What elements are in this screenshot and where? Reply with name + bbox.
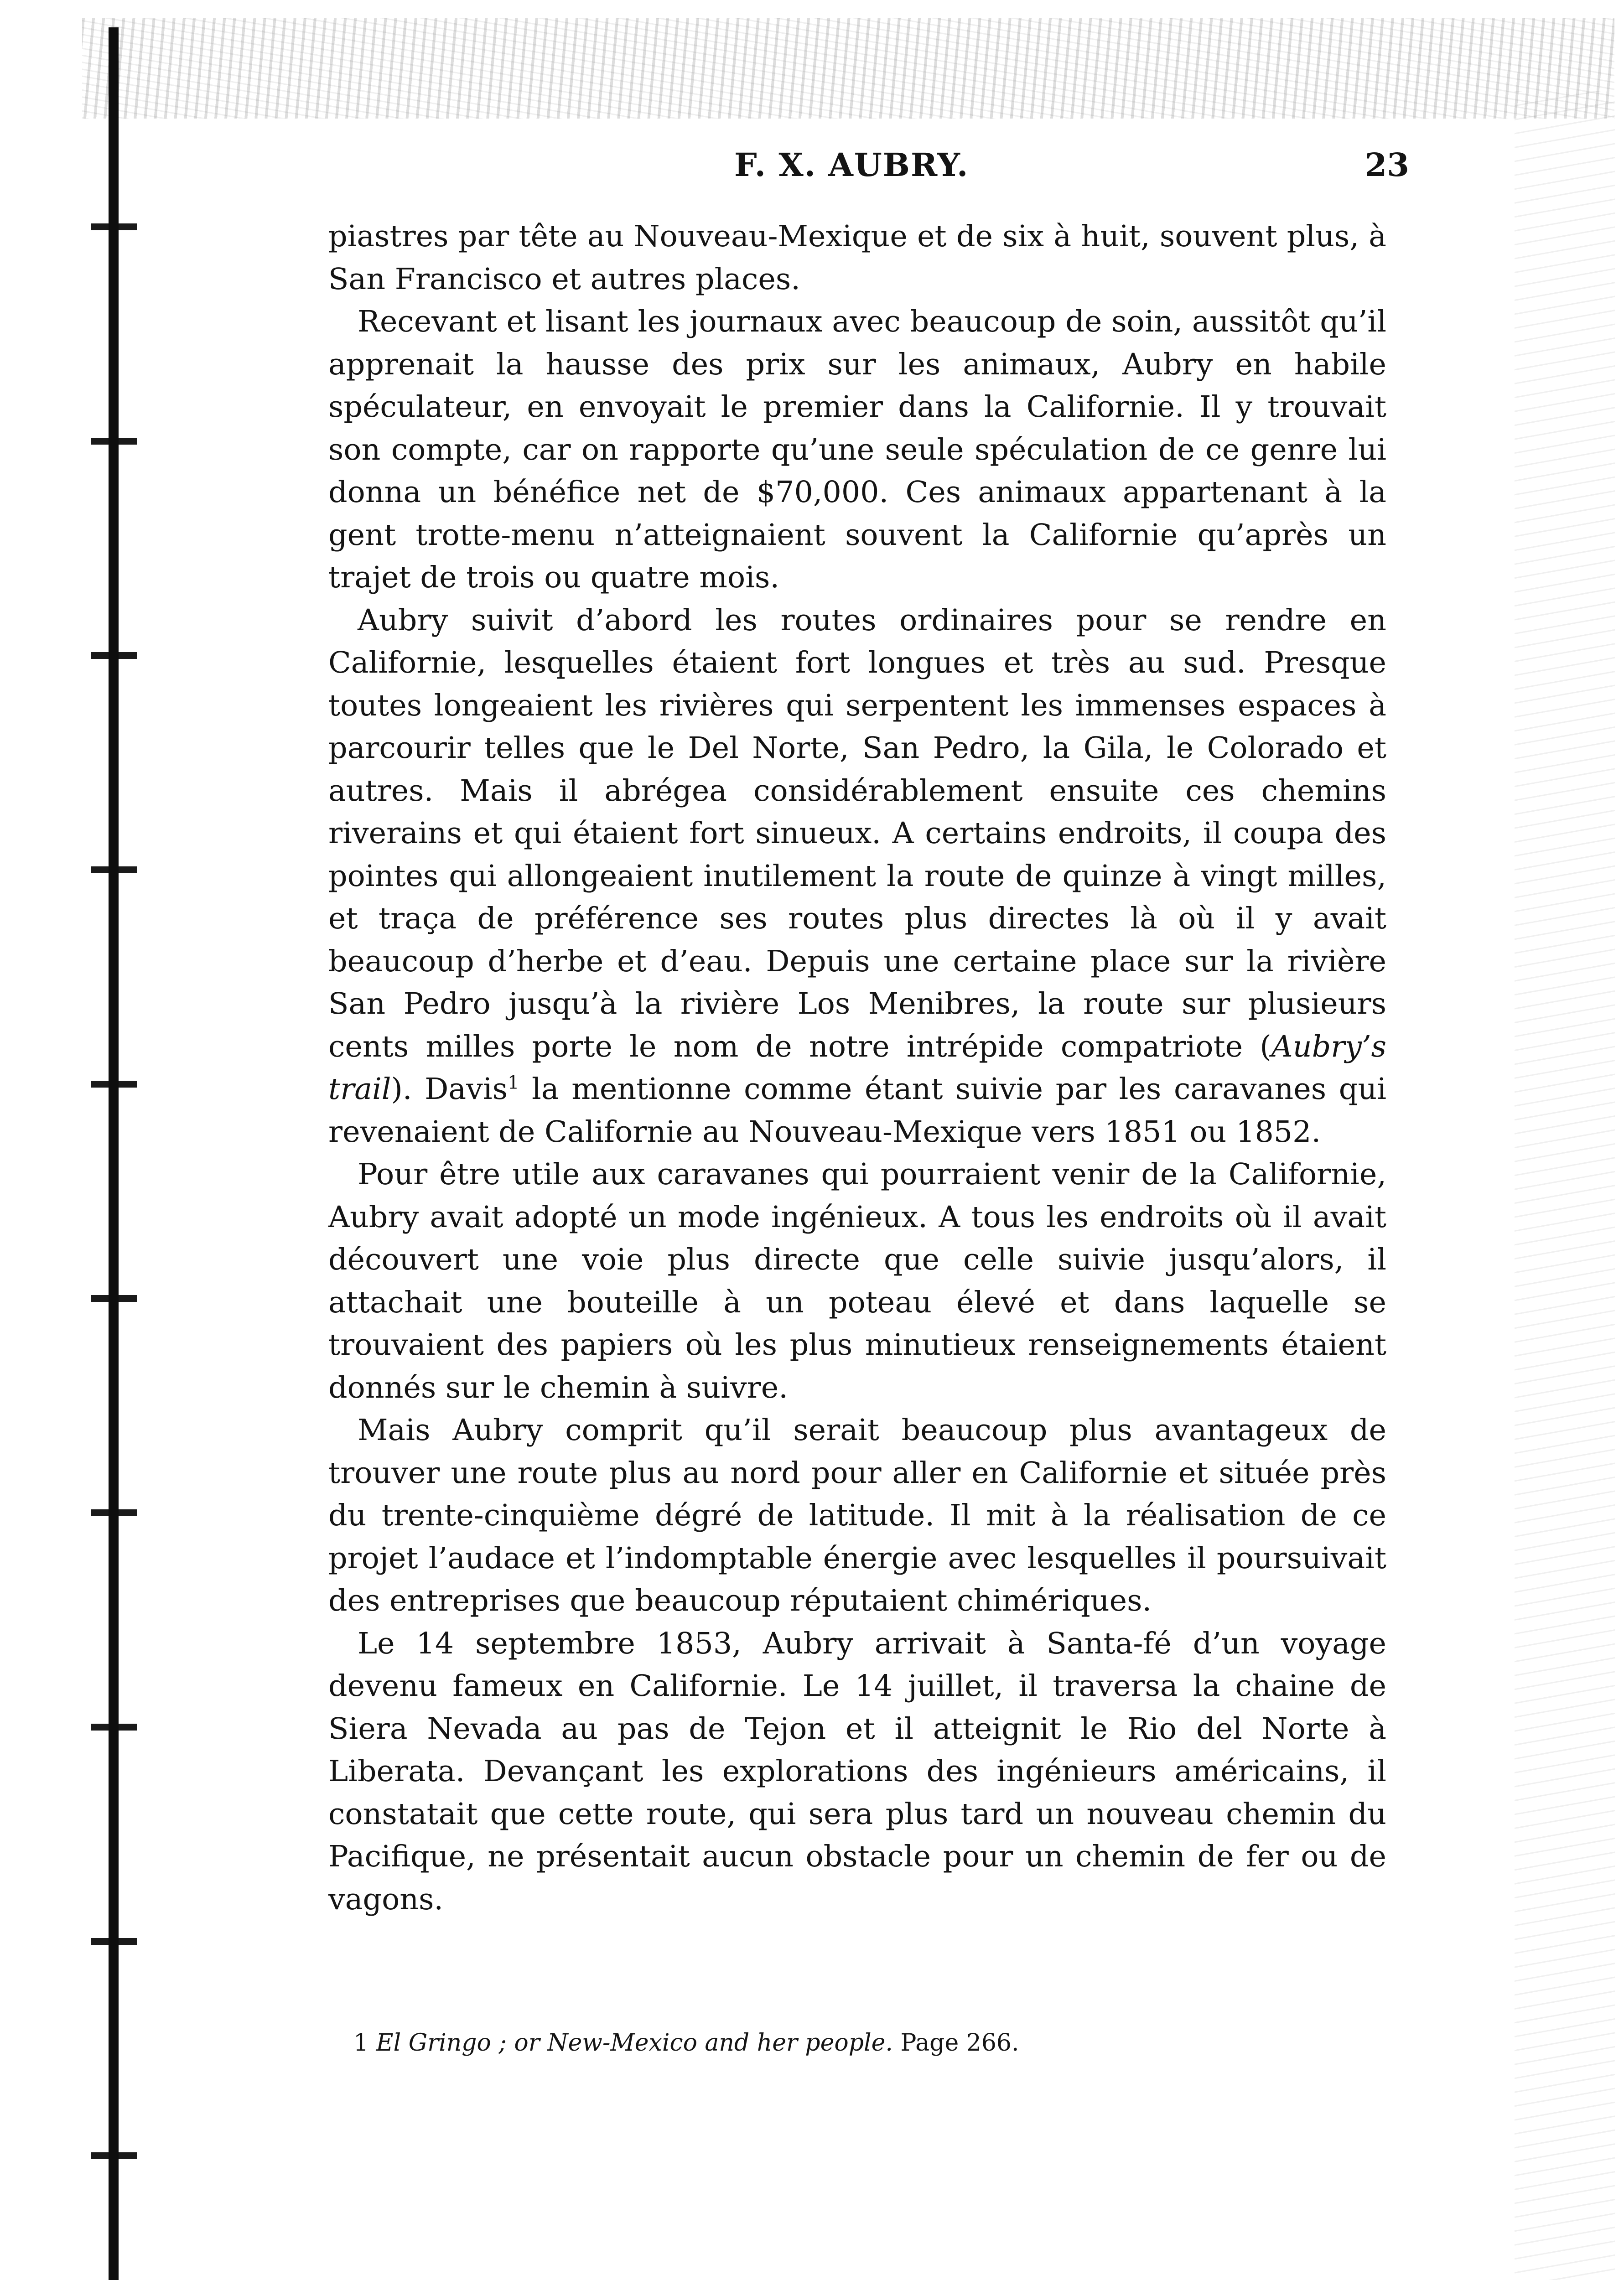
italic-term: Aubry’s trail: [328, 1029, 1386, 1106]
paragraph: piastres par tête au Nouveau-Mexique et de six à huit, souvent plus, à San Francisco et autres places.: [328, 219, 1386, 296]
paragraph: Pour être utile aux caravanes qui pourraient venir de la Californie, Aubry avait adopté un mode ingénieux. A tous les endroits où il avait découvert une voie plus directe que celle suivie jusqu’alors, il attachait une bouteille à un poteau élevé et dans laquelle se trouvaient des papiers où les plus minutieux renseignements étaient donnés sur le chemin à suivre.: [328, 1157, 1386, 1405]
footnote: [353, 2027, 1402, 2059]
scan-noise-top: [82, 18, 1614, 119]
paragraph-text: ). Davis: [391, 1072, 508, 1106]
page-number: 23: [1365, 146, 1409, 184]
paragraph: [328, 599, 1386, 1154]
scan-noise-right: [1515, 91, 1615, 2280]
footnote-reference: 1: [507, 1072, 519, 1093]
binding-edge: [109, 27, 119, 2280]
body-text: [328, 215, 1386, 1921]
paragraph: Le 14 septembre 1853, Aubry arrivait à Santa-fé d’un voyage devenu fameux en Californie. Le 14 juillet, il traversa la chaine de Siera Nevada au pas de Tejon et il atteignit le Rio del Norte à Liberata. Devançant les explorations des ingénieurs américains, il constatait que cette route, qui sera plus tard un nouveau chemin du Pacifique, ne présentait aucun obstacle pour un chemin de fer ou de vagons.: [328, 1626, 1386, 1917]
paragraph-text: Aubry suivit d’abord les routes ordinaires pour se rendre en Californie, lesquelles étaient fort longues et très au sud. Presque toutes longeaient les rivières qui serpentent les immenses espaces à parcourir telles que le Del Norte, San Pedro, la Gila, le Colorado et autres. Mais il abrégea considérablement ensuite ces chemins riverains et qui étaient fort sinueux. A certains endroits, il coupa des pointes qui allongeaient inutilement la route de quinze à vingt milles, et traça de préférence ses routes plus directes là où il y avait beaucoup d’herbe et d’eau. Depuis une certaine place sur la rivière San Pedro jusqu’à la rivière Los Menibres, la route sur plusieurs cents milles porte le nom de notre intrépide compatriote (: [328, 603, 1386, 1064]
footnote-number: 1: [353, 2029, 369, 2057]
page-header: [333, 146, 1409, 187]
footnote-title: El Gringo ; or New-Mexico and her people.: [376, 2029, 893, 2057]
footnote-page: Page 266.: [900, 2029, 1019, 2057]
running-head: F. X. AUBRY.: [734, 146, 969, 184]
paragraph: Mais Aubry comprit qu’il serait beaucoup plus avantageux de trouver une route plus au nord pour aller en Californie et située près du trente-cinquième dégré de latitude. Il mit à la réalisation de ce projet l’audace et l’indomptable énergie avec lesquelles il poursuivait des entreprises que beaucoup réputaient chimériques.: [328, 1413, 1386, 1618]
paragraph: Recevant et lisant les journaux avec beaucoup de soin, aussitôt qu’il apprenait la hausse des prix sur les animaux, Aubry en habile spéculateur, en envoyait le premier dans la Californie. Il y trouvait son compte, car on rapporte qu’une seule spéculation de ce genre lui donna un bénéfice net de $70,000. Ces animaux appartenant à la gent trotte-menu n’atteignaient souvent la Californie qu’après un trajet de trois ou quatre mois.: [328, 305, 1386, 595]
paragraph-text: la mentionne comme étant suivie par les caravanes qui revenaient de Californie au Nouveau-Mexique vers 1851 ou 1852.: [328, 1072, 1386, 1149]
